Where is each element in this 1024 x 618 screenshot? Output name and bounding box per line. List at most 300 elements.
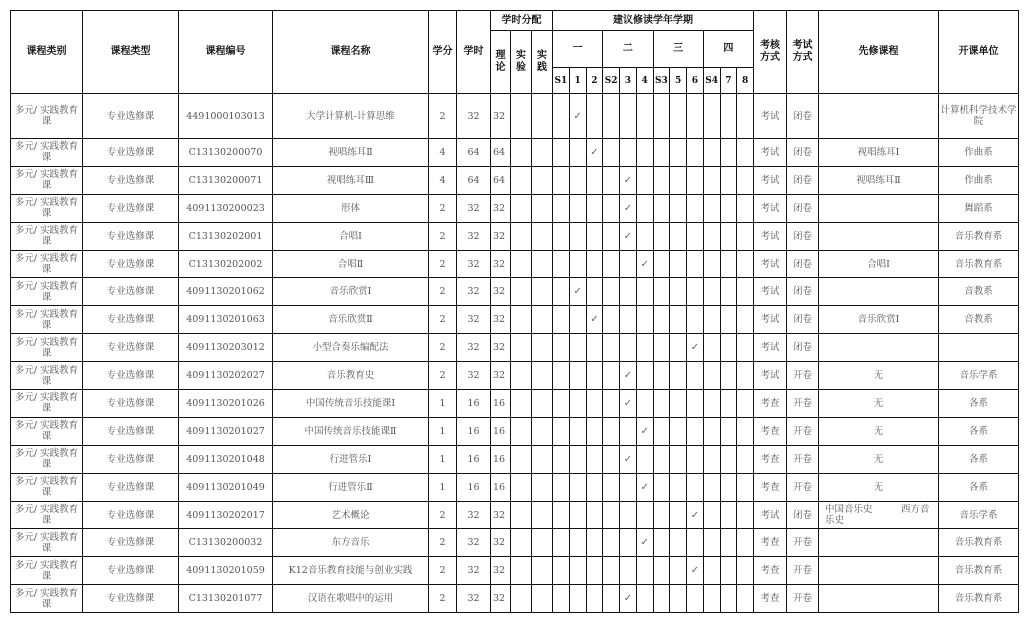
- experiment-hours: [511, 557, 532, 585]
- term-cell-6: [687, 166, 704, 194]
- term-cell-s1: [553, 94, 570, 139]
- course-category: 多元/ 实践教育课: [11, 529, 83, 557]
- term-cell-4: [636, 139, 653, 167]
- term-cell-3: [620, 417, 637, 445]
- experiment-hours: [511, 390, 532, 418]
- course-name: 音乐欣赏Ⅰ: [273, 278, 429, 306]
- term-cell-7: [720, 194, 737, 222]
- header-term-1: 1: [569, 68, 586, 94]
- term-cell-2: [586, 139, 603, 167]
- course-credits: 2: [429, 222, 457, 250]
- assessment-method: 考查: [754, 390, 787, 418]
- exam-format: 闭卷: [787, 166, 819, 194]
- term-cell-s4: [703, 166, 720, 194]
- course-hours: 32: [457, 222, 491, 250]
- term-cell-8: [737, 94, 754, 139]
- term-cell-6: [687, 306, 704, 334]
- term-cell-s4: [703, 390, 720, 418]
- course-category: 多元/ 实践教育课: [11, 417, 83, 445]
- course-name: 音乐教育史: [273, 362, 429, 390]
- table-row: [11, 139, 1019, 167]
- course-credits: 2: [429, 334, 457, 362]
- term-cell-5: [670, 362, 687, 390]
- term-cell-7: [720, 529, 737, 557]
- term-cell-2: [586, 250, 603, 278]
- offering-department: 音乐教育系: [939, 529, 1019, 557]
- term-cell-2: [586, 417, 603, 445]
- term-cell-s2: [603, 278, 620, 306]
- header-hour-allocation: 学时分配: [491, 11, 553, 31]
- term-cell-s3: [653, 417, 670, 445]
- experiment-hours: [511, 306, 532, 334]
- practice-hours: [532, 557, 553, 585]
- term-cell-5: [670, 94, 687, 139]
- course-credits: 1: [429, 417, 457, 445]
- term-cell-3: [620, 334, 637, 362]
- course-hours: 32: [457, 94, 491, 139]
- assessment-method: 考查: [754, 585, 787, 613]
- checkmark-icon: ✓: [640, 537, 649, 549]
- term-cell-s2: [603, 417, 620, 445]
- header-term-2: 2: [586, 68, 603, 94]
- term-cell-s2: [603, 557, 620, 585]
- header-theory: 理论: [491, 31, 511, 94]
- table-row: [11, 445, 1019, 473]
- course-category: 多元/ 实践教育课: [11, 585, 83, 613]
- offering-department: [939, 334, 1019, 362]
- practice-hours: [532, 306, 553, 334]
- practice-hours: [532, 166, 553, 194]
- term-cell-s4: [703, 529, 720, 557]
- term-cell-s4: [703, 362, 720, 390]
- term-cell-5: [670, 501, 687, 529]
- course-category: 多元/ 实践教育课: [11, 390, 83, 418]
- term-cell-5: [670, 306, 687, 334]
- offering-department: 音教系: [939, 278, 1019, 306]
- term-cell-5: [670, 194, 687, 222]
- checkmark-icon: ✓: [690, 509, 700, 521]
- assessment-method: 考查: [754, 557, 787, 585]
- term-cell-6: [687, 501, 704, 529]
- term-cell-1: [569, 390, 586, 418]
- term-cell-s3: [653, 139, 670, 167]
- term-cell-6: [687, 557, 704, 585]
- theory-hours: 32: [491, 278, 511, 306]
- header-assessment: 考核方式: [754, 11, 787, 94]
- theory-hours: 32: [491, 362, 511, 390]
- term-cell-7: [720, 306, 737, 334]
- term-cell-s1: [553, 473, 570, 501]
- term-cell-s4: [703, 501, 720, 529]
- exam-format: 开卷: [787, 417, 819, 445]
- term-cell-s3: [653, 334, 670, 362]
- term-cell-2: [586, 501, 603, 529]
- term-cell-s1: [553, 445, 570, 473]
- term-cell-3: [620, 194, 637, 222]
- term-cell-4: [636, 390, 653, 418]
- course-category: 多元/ 实践教育课: [11, 306, 83, 334]
- course-hours: 32: [457, 334, 491, 362]
- theory-hours: 16: [491, 390, 511, 418]
- prerequisite-course: 无: [819, 362, 939, 390]
- term-cell-s1: [553, 334, 570, 362]
- term-cell-8: [737, 529, 754, 557]
- term-cell-2: [586, 94, 603, 139]
- course-category: 多元/ 实践教育课: [11, 445, 83, 473]
- term-cell-4: [636, 557, 653, 585]
- theory-hours: 32: [491, 501, 511, 529]
- table-row: [11, 166, 1019, 194]
- term-cell-2: [586, 166, 603, 194]
- term-cell-4: [636, 417, 653, 445]
- prerequisite-course: [819, 94, 939, 139]
- term-cell-4: [636, 501, 653, 529]
- term-cell-4: [636, 222, 653, 250]
- term-cell-2: [586, 362, 603, 390]
- offering-department: 作曲系: [939, 166, 1019, 194]
- term-cell-7: [720, 473, 737, 501]
- term-cell-s1: [553, 139, 570, 167]
- experiment-hours: [511, 166, 532, 194]
- term-cell-s1: [553, 529, 570, 557]
- course-hours: 32: [457, 306, 491, 334]
- checkmark-icon: ✓: [590, 146, 599, 158]
- practice-hours: [532, 585, 553, 613]
- term-cell-s4: [703, 417, 720, 445]
- course-credits: 2: [429, 585, 457, 613]
- term-cell-4: [636, 278, 653, 306]
- term-cell-1: [569, 417, 586, 445]
- course-type: 专业选修课: [83, 166, 179, 194]
- course-table: [10, 10, 1019, 613]
- checkmark-icon: ✓: [623, 370, 633, 382]
- practice-hours: [532, 445, 553, 473]
- course-type: 专业选修课: [83, 390, 179, 418]
- term-cell-8: [737, 501, 754, 529]
- term-cell-7: [720, 139, 737, 167]
- course-category: 多元/ 实践教育课: [11, 139, 83, 167]
- term-cell-7: [720, 166, 737, 194]
- term-cell-3: [620, 306, 637, 334]
- term-cell-1: [569, 362, 586, 390]
- table-row: [11, 222, 1019, 250]
- header-term-3: 3: [620, 68, 637, 94]
- checkmark-icon: ✓: [573, 286, 582, 298]
- term-cell-8: [737, 585, 754, 613]
- course-category: 多元/ 实践教育课: [11, 94, 83, 139]
- term-cell-7: [720, 94, 737, 139]
- exam-format: 闭卷: [787, 306, 819, 334]
- offering-department: 舞蹈系: [939, 194, 1019, 222]
- term-cell-s4: [703, 194, 720, 222]
- header-code: 课程编号: [179, 11, 273, 94]
- course-code: C13130201077: [179, 585, 273, 613]
- course-type: 专业选修课: [83, 194, 179, 222]
- course-name: 汉语在歌唱中的运用: [273, 585, 429, 613]
- term-cell-6: [687, 362, 704, 390]
- course-type: 专业选修课: [83, 362, 179, 390]
- term-cell-8: [737, 250, 754, 278]
- term-cell-1: [569, 557, 586, 585]
- term-cell-2: [586, 222, 603, 250]
- course-credits: 2: [429, 557, 457, 585]
- term-cell-1: [569, 529, 586, 557]
- term-cell-s3: [653, 557, 670, 585]
- term-cell-s3: [653, 306, 670, 334]
- course-code: 4091130201027: [179, 417, 273, 445]
- course-type: 专业选修课: [83, 473, 179, 501]
- term-cell-6: [687, 585, 704, 613]
- term-cell-s4: [703, 306, 720, 334]
- experiment-hours: [511, 250, 532, 278]
- table-row: [11, 94, 1019, 139]
- theory-hours: 32: [491, 334, 511, 362]
- table-row: [11, 390, 1019, 418]
- prerequisite-course: 无: [819, 417, 939, 445]
- term-cell-6: [687, 278, 704, 306]
- course-credits: 2: [429, 194, 457, 222]
- term-cell-s1: [553, 250, 570, 278]
- course-code: C13130200032: [179, 529, 273, 557]
- theory-hours: 32: [491, 194, 511, 222]
- course-name: 中国传统音乐技能课Ⅱ: [273, 417, 429, 445]
- course-hours: 16: [457, 445, 491, 473]
- course-code: 4091130201062: [179, 278, 273, 306]
- term-cell-s4: [703, 139, 720, 167]
- header-term-4: 4: [636, 68, 653, 94]
- theory-hours: 32: [491, 250, 511, 278]
- term-cell-s2: [603, 501, 620, 529]
- term-cell-4: [636, 334, 653, 362]
- term-cell-3: [620, 166, 637, 194]
- checkmark-icon: ✓: [623, 593, 633, 605]
- term-cell-7: [720, 390, 737, 418]
- term-cell-s3: [653, 473, 670, 501]
- term-cell-1: [569, 585, 586, 613]
- term-cell-s4: [703, 445, 720, 473]
- exam-format: 闭卷: [787, 139, 819, 167]
- term-cell-5: [670, 139, 687, 167]
- header-hours: 学时: [457, 11, 491, 94]
- course-credits: 1: [429, 390, 457, 418]
- term-cell-s2: [603, 473, 620, 501]
- term-cell-3: [620, 222, 637, 250]
- term-cell-2: [586, 390, 603, 418]
- theory-hours: 16: [491, 445, 511, 473]
- term-cell-7: [720, 362, 737, 390]
- course-name: 行进管乐Ⅱ: [273, 473, 429, 501]
- exam-format: 开卷: [787, 445, 819, 473]
- practice-hours: [532, 194, 553, 222]
- experiment-hours: [511, 278, 532, 306]
- theory-hours: 32: [491, 585, 511, 613]
- course-type: 专业选修课: [83, 557, 179, 585]
- term-cell-s1: [553, 417, 570, 445]
- term-cell-8: [737, 445, 754, 473]
- table-row: [11, 334, 1019, 362]
- course-type: 专业选修课: [83, 334, 179, 362]
- term-cell-s2: [603, 222, 620, 250]
- table-row: [11, 417, 1019, 445]
- term-cell-2: [586, 194, 603, 222]
- course-hours: 32: [457, 529, 491, 557]
- experiment-hours: [511, 139, 532, 167]
- course-code: 4491000103013: [179, 94, 273, 139]
- theory-hours: 64: [491, 139, 511, 167]
- term-cell-1: [569, 334, 586, 362]
- header-department: 开课单位: [939, 11, 1019, 94]
- exam-format: 闭卷: [787, 501, 819, 529]
- offering-department: 各系: [939, 473, 1019, 501]
- offering-department: 各系: [939, 445, 1019, 473]
- header-type: 课程类型: [83, 11, 179, 94]
- practice-hours: [532, 473, 553, 501]
- course-category: 多元/ 实践教育课: [11, 501, 83, 529]
- term-cell-4: [636, 585, 653, 613]
- term-cell-3: [620, 473, 637, 501]
- term-cell-2: [586, 557, 603, 585]
- checkmark-icon: ✓: [640, 481, 649, 493]
- course-code: 4091130202017: [179, 501, 273, 529]
- practice-hours: [532, 529, 553, 557]
- course-credits: 2: [429, 362, 457, 390]
- term-cell-1: [569, 94, 586, 139]
- term-cell-s4: [703, 222, 720, 250]
- term-cell-4: [636, 362, 653, 390]
- practice-hours: [532, 417, 553, 445]
- term-cell-7: [720, 250, 737, 278]
- course-credits: 1: [429, 473, 457, 501]
- course-type: 专业选修课: [83, 529, 179, 557]
- term-cell-s1: [553, 278, 570, 306]
- header-term-s2: S2: [603, 68, 620, 94]
- checkmark-icon: ✓: [640, 258, 649, 270]
- exam-format: 开卷: [787, 585, 819, 613]
- course-credits: 2: [429, 94, 457, 139]
- term-cell-s4: [703, 473, 720, 501]
- offering-department: 音教系: [939, 306, 1019, 334]
- term-cell-1: [569, 194, 586, 222]
- course-hours: 32: [457, 362, 491, 390]
- exam-format: 闭卷: [787, 222, 819, 250]
- course-category: 多元/ 实践教育课: [11, 334, 83, 362]
- checkmark-icon: ✓: [623, 230, 633, 242]
- term-cell-3: [620, 94, 637, 139]
- term-cell-s1: [553, 501, 570, 529]
- experiment-hours: [511, 222, 532, 250]
- term-cell-1: [569, 501, 586, 529]
- prerequisite-course: 视唱练耳Ⅱ: [819, 166, 939, 194]
- term-cell-s3: [653, 445, 670, 473]
- term-cell-s1: [553, 166, 570, 194]
- term-cell-s1: [553, 585, 570, 613]
- term-cell-4: [636, 473, 653, 501]
- exam-format: 开卷: [787, 362, 819, 390]
- term-cell-4: [636, 445, 653, 473]
- term-cell-8: [737, 390, 754, 418]
- table-row: [11, 557, 1019, 585]
- header-name: 课程名称: [273, 11, 429, 94]
- term-cell-6: [687, 473, 704, 501]
- term-cell-s3: [653, 362, 670, 390]
- experiment-hours: [511, 417, 532, 445]
- header-year-1: 一: [553, 31, 603, 68]
- prerequisite-course: 音乐欣赏Ⅰ: [819, 306, 939, 334]
- assessment-method: 考试: [754, 362, 787, 390]
- exam-format: 闭卷: [787, 250, 819, 278]
- term-cell-s3: [653, 94, 670, 139]
- checkmark-icon: ✓: [623, 174, 633, 186]
- assessment-method: 考试: [754, 306, 787, 334]
- table-body: [11, 94, 1019, 613]
- course-code: C13130200071: [179, 166, 273, 194]
- term-cell-7: [720, 585, 737, 613]
- term-cell-3: [620, 585, 637, 613]
- course-code: C13130200070: [179, 139, 273, 167]
- checkmark-icon: ✓: [623, 202, 633, 214]
- course-name: 东方音乐: [273, 529, 429, 557]
- checkmark-icon: ✓: [690, 565, 700, 577]
- exam-format: 闭卷: [787, 334, 819, 362]
- term-cell-5: [670, 222, 687, 250]
- term-cell-3: [620, 445, 637, 473]
- term-cell-s3: [653, 529, 670, 557]
- course-credits: 4: [429, 139, 457, 167]
- header-credits: 学分: [429, 11, 457, 94]
- course-name: 大学计算机-计算思维: [273, 94, 429, 139]
- term-cell-3: [620, 250, 637, 278]
- exam-format: 开卷: [787, 473, 819, 501]
- theory-hours: 32: [491, 529, 511, 557]
- table-header: [11, 11, 1019, 94]
- course-type: 专业选修课: [83, 445, 179, 473]
- practice-hours: [532, 139, 553, 167]
- term-cell-8: [737, 139, 754, 167]
- term-cell-7: [720, 222, 737, 250]
- term-cell-7: [720, 278, 737, 306]
- checkmark-icon: ✓: [640, 425, 649, 437]
- course-credits: 2: [429, 250, 457, 278]
- prerequisite-course: 无: [819, 390, 939, 418]
- term-cell-8: [737, 473, 754, 501]
- term-cell-s2: [603, 306, 620, 334]
- term-cell-s4: [703, 334, 720, 362]
- term-cell-6: [687, 139, 704, 167]
- term-cell-5: [670, 250, 687, 278]
- assessment-method: 考试: [754, 501, 787, 529]
- term-cell-7: [720, 557, 737, 585]
- term-cell-s2: [603, 194, 620, 222]
- term-cell-6: [687, 390, 704, 418]
- assessment-method: 考试: [754, 222, 787, 250]
- term-cell-6: [687, 445, 704, 473]
- term-cell-8: [737, 278, 754, 306]
- theory-hours: 16: [491, 473, 511, 501]
- term-cell-s4: [703, 94, 720, 139]
- prerequisite-course: [819, 222, 939, 250]
- term-cell-1: [569, 306, 586, 334]
- course-hours: 16: [457, 473, 491, 501]
- exam-format: 开卷: [787, 557, 819, 585]
- term-cell-8: [737, 334, 754, 362]
- header-term-s4: S4: [703, 68, 720, 94]
- header-term-8: 8: [737, 68, 754, 94]
- term-cell-2: [586, 585, 603, 613]
- table-row: [11, 250, 1019, 278]
- header-term-7: 7: [720, 68, 737, 94]
- term-cell-s2: [603, 362, 620, 390]
- experiment-hours: [511, 585, 532, 613]
